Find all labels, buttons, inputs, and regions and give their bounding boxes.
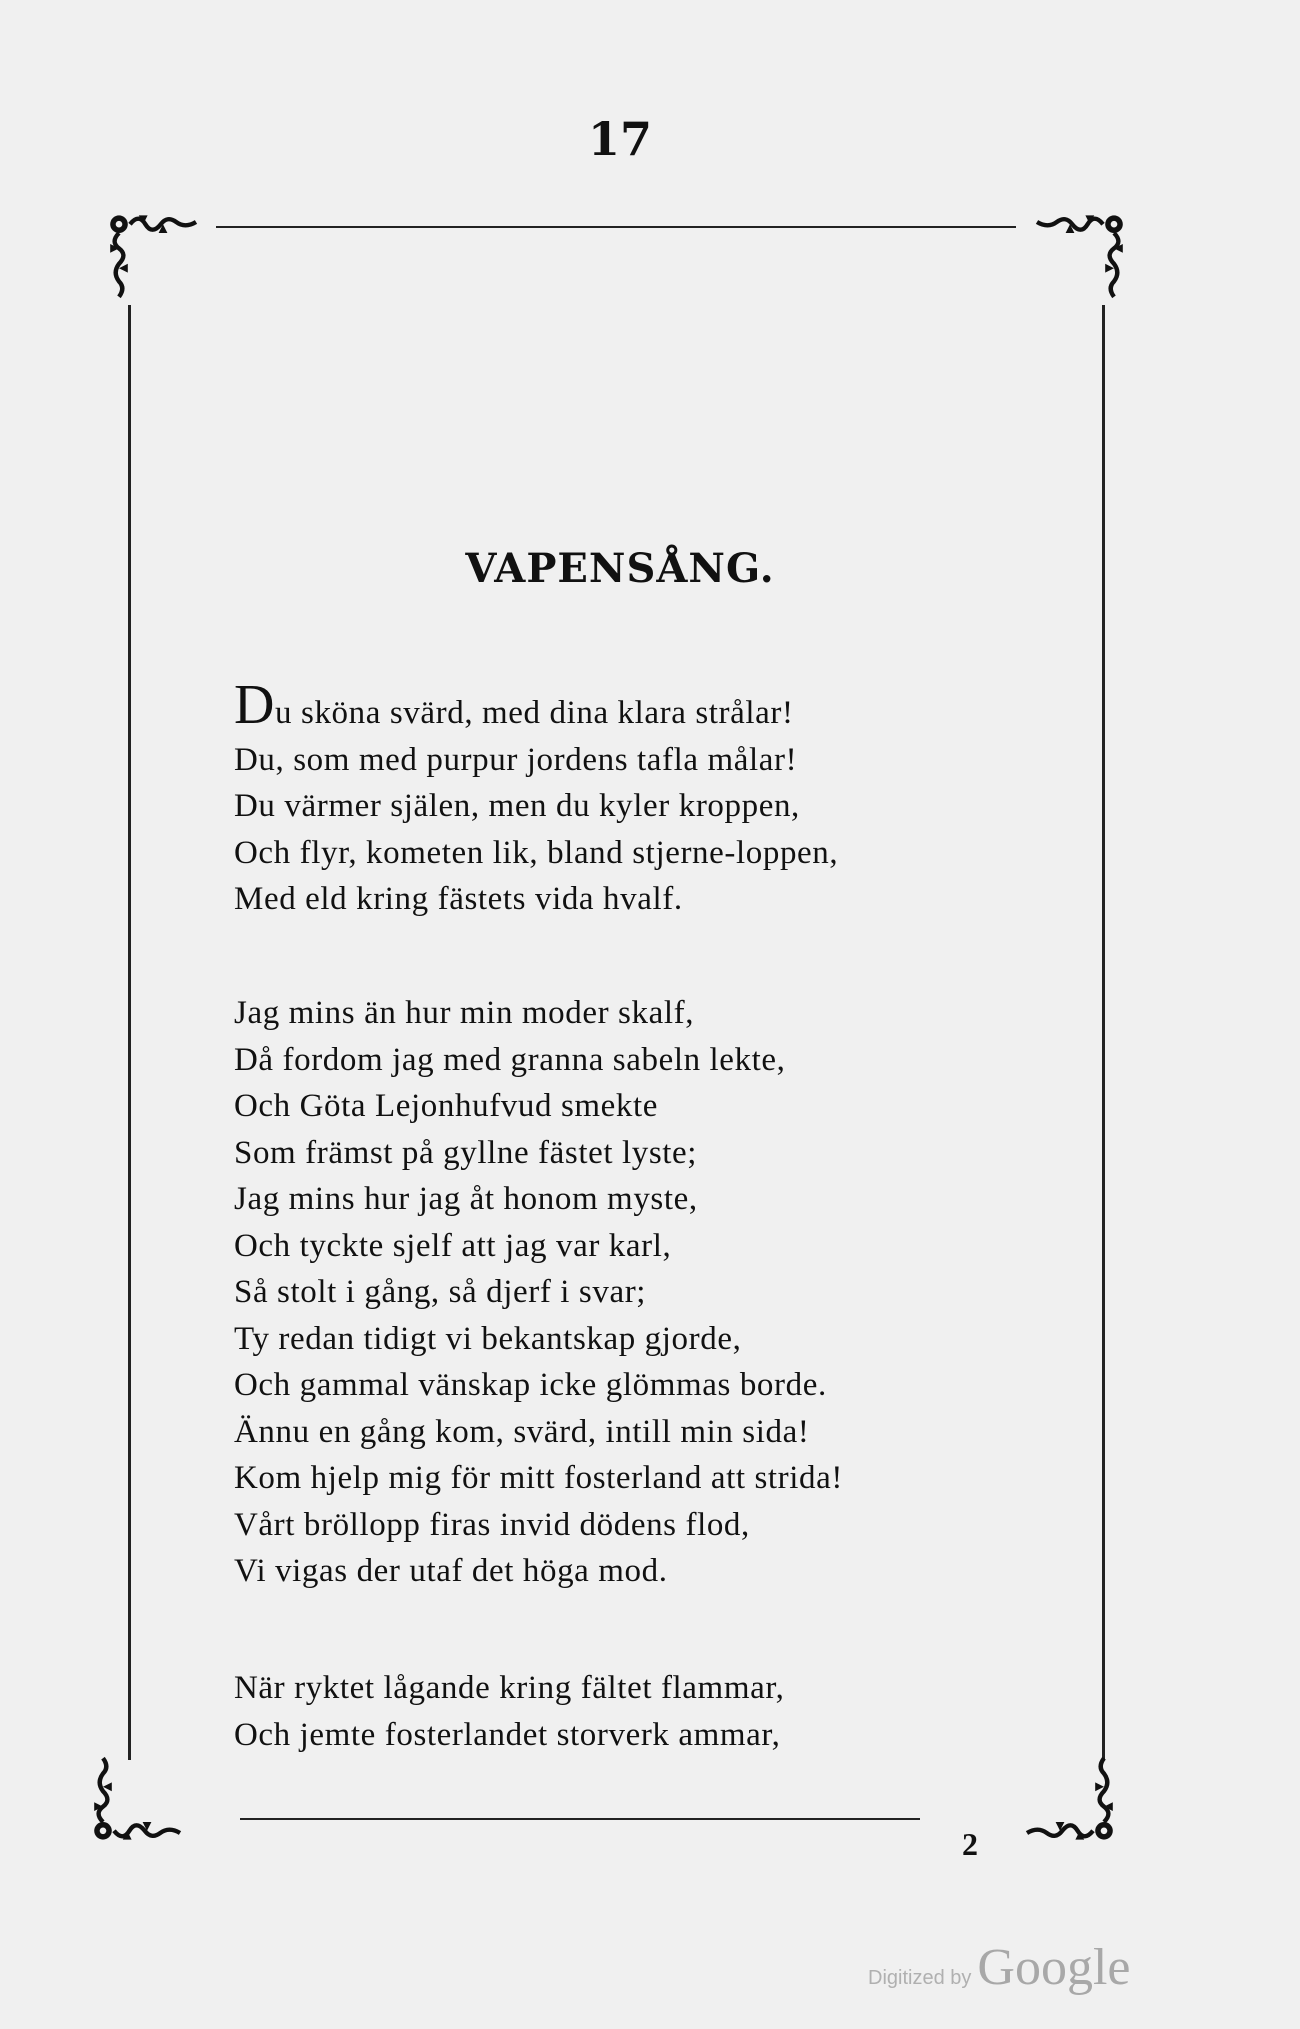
page-number: 17	[587, 112, 652, 166]
signature-mark: 2	[962, 1826, 978, 1862]
poem-line: Och Göta Lejonhufvud smekte	[234, 1088, 659, 1124]
frame-top-rule	[216, 226, 1016, 228]
poem-line: Och tyckte sjelf att jag var karl,	[234, 1227, 672, 1264]
poem-line: Och jemte fosterlandet storverk ammar,	[234, 1716, 781, 1753]
poem-line: Som främst på gyllne fästet lyste;	[234, 1134, 698, 1171]
frame-left-rule	[128, 305, 131, 1760]
digitized-watermark	[868, 1938, 1130, 1997]
frame-bottom-rule	[240, 1818, 920, 1820]
poem-line: Då fordom jag med granna sabeln lekte,	[234, 1041, 786, 1078]
poem-line: Så stolt i gång, så djerf i svar;	[234, 1274, 647, 1310]
poem-line: Ty redan tidigt vi bekantskap gjorde,	[234, 1320, 742, 1357]
bottom-right-ornament-icon	[1005, 1745, 1115, 1855]
bottom-left-ornament-icon	[92, 1745, 202, 1855]
drop-cap: D	[234, 674, 276, 736]
stanza-1	[234, 674, 974, 923]
top-right-ornament-icon	[1015, 200, 1125, 310]
poem-line: Och gammal vänskap icke glömmas borde.	[234, 1367, 827, 1403]
frame-right-rule	[1102, 305, 1105, 1760]
poem-line: Vårt bröllopp firas invid dödens flod,	[234, 1506, 750, 1543]
top-left-ornament-icon	[108, 200, 218, 310]
poem-line: Ännu en gång kom, svärd, intill min sida!	[234, 1413, 810, 1450]
poem-line: Jag mins än hur min moder skalf,	[234, 995, 695, 1031]
poem-line: Du sköna svärd, med dina klara strålar!	[234, 674, 794, 736]
poem-line: Jag mins hur jag åt honom myste,	[234, 1181, 698, 1217]
poem-title: VAPENSÅNG.	[465, 545, 775, 592]
poem-line: Och flyr, kometen lik, bland stjerne-loppen,	[234, 834, 839, 871]
poem-line: Du, som med purpur jordens tafla målar!	[234, 741, 798, 778]
poem-line: Vi vigas der utaf det höga mod.	[234, 1553, 668, 1589]
google-logo: Google	[977, 1939, 1131, 1996]
poem-line: Kom hjelp mig för mitt fosterland att strida!	[234, 1460, 843, 1496]
digitized-prefix: Digitized by	[868, 1967, 972, 1989]
poem-line: När ryktet lågande kring fältet flammar,	[234, 1670, 785, 1706]
poem-line: Du värmer själen, men du kyler kroppen,	[234, 788, 800, 824]
stanza-2	[234, 990, 974, 1595]
poem-line: Med eld kring fästets vida hvalf.	[234, 881, 683, 917]
stanza-3	[234, 1665, 974, 1758]
